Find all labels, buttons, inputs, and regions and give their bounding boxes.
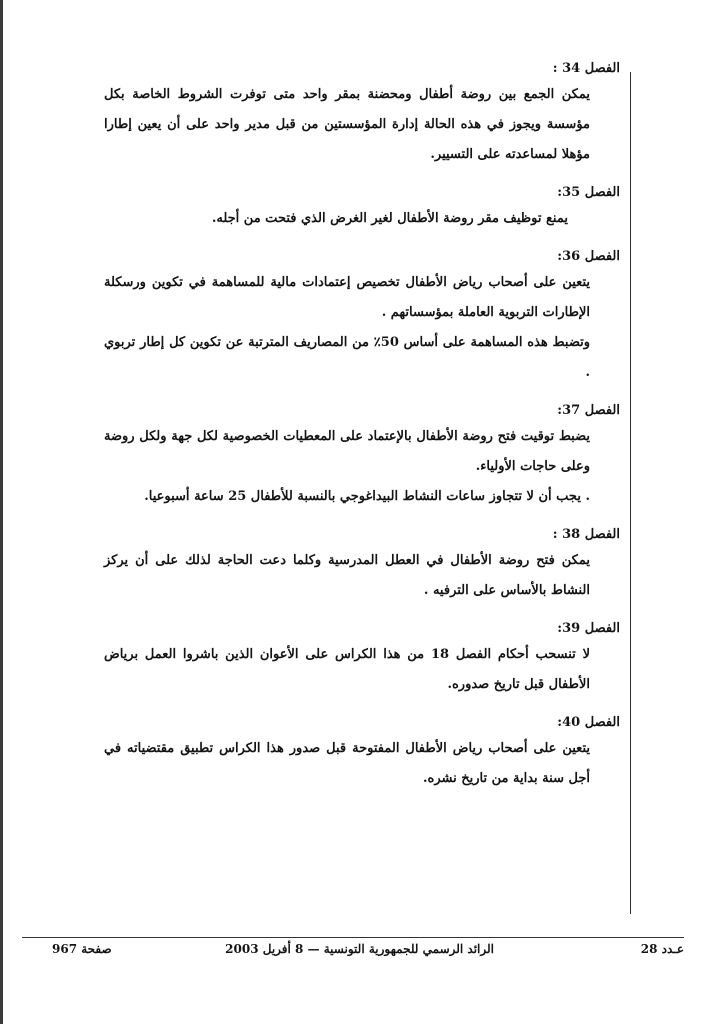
article-heading: الفصل 40: xyxy=(557,715,620,730)
article-heading: الفصل 36: xyxy=(557,249,620,264)
page-footer xyxy=(22,942,684,968)
article-heading: الفصل 35: xyxy=(557,185,620,200)
page-number: صفحة 967 xyxy=(52,942,112,956)
article-paragraph: يتعين على أصحاب رياض الأطفال المفتوحة قبل صدور هذا الكراس تطبيق مقتضياته في أجل سنة بداية من تاريخ نشره. xyxy=(104,741,590,786)
article-paragraph: يمنع توظيف مقر روضة الأطفال لغير الغرض الذي فتحت من أجله. xyxy=(211,211,568,226)
article-paragraph: يتعين على أصحاب رياض الأطفال تخصيص إعتمادات مالية للمساهمة في تكوين ورسكلة الإطارات التربوية العاملة بمؤسساتهم . xyxy=(104,275,590,320)
article-paragraph: وتضبط هذه المساهمة على أساس 50٪ من المصاريف المترتبة عن تكوين كل إطار تربوي . xyxy=(104,335,590,380)
article-heading: الفصل 34 : xyxy=(552,61,620,76)
article-heading: الفصل 39: xyxy=(557,621,620,636)
margin-rule xyxy=(630,72,631,914)
article-paragraph: يمكن الجمع بين روضة أطفال ومحضنة بمقر واحد متى توفرت الشروط الخاصة بكل مؤسسة ويجوز في هذه الحالة إدارة المؤسستين من قبل مدير واحد على أن يعين إطارا مؤهلا لمساعدته على التسيير. xyxy=(104,87,590,162)
article-34 xyxy=(104,58,624,170)
footer-divider xyxy=(22,937,684,938)
article-37 xyxy=(104,400,624,512)
article-heading: الفصل 37: xyxy=(557,403,620,418)
article-39 xyxy=(104,618,624,700)
document-body xyxy=(104,58,624,794)
article-38 xyxy=(104,524,624,606)
article-paragraph: . يجب أن لا تتجاوز ساعات النشاط البيداغوجي بالنسبة للأطفال 25 ساعة أسبوعيا. xyxy=(144,489,590,504)
article-paragraph: يمكن فتح روضة الأطفال في العطل المدرسية وكلما دعت الحاجة لذلك على أن يركز النشاط بالأساس على الترفيه . xyxy=(104,553,590,598)
journal-title: الرائد الرسمي للجمهورية التونسية — 8 أفريل 2003 xyxy=(225,942,494,956)
article-paragraph: يضبط توقيت فتح روضة الأطفال بالإعتماد على المعطيات الخصوصية لكل جهة ولكل روضة وعلى حاجات الأولياء. xyxy=(104,429,590,474)
article-36 xyxy=(104,246,624,388)
article-40 xyxy=(104,712,624,794)
scan-edge xyxy=(0,0,3,1024)
article-heading: الفصل 38 : xyxy=(552,527,620,542)
article-35 xyxy=(104,182,624,234)
article-paragraph: لا تنسحب أحكام الفصل 18 من هذا الكراس على الأعوان الذين باشروا العمل برياض الأطفال قبل تاريخ صدوره. xyxy=(104,647,590,692)
issue-number: عـدد 28 xyxy=(640,942,684,956)
